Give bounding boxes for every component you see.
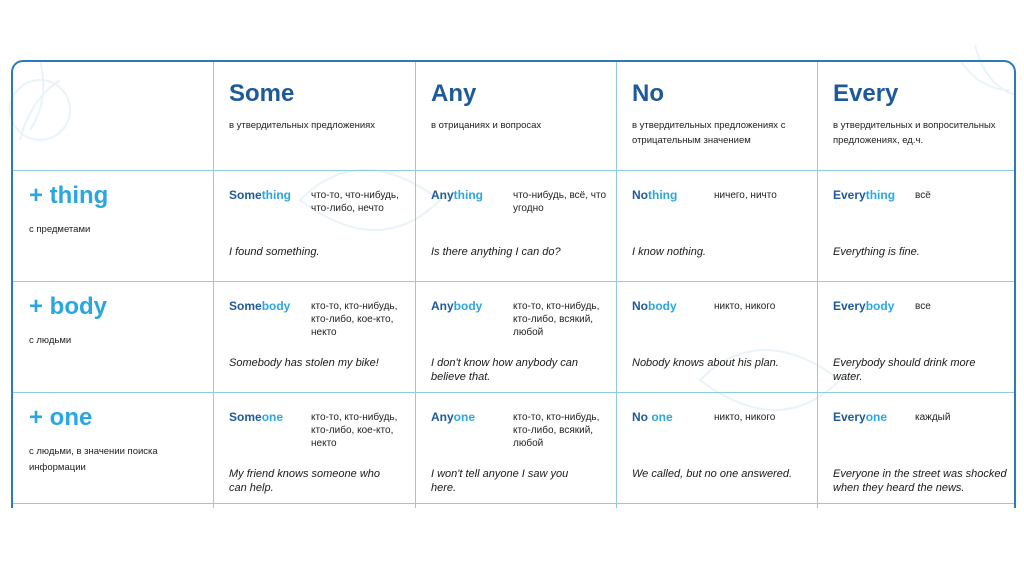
cell-nothing [616,170,817,281]
cell-no-one [616,392,817,503]
example: Everything is fine. [833,246,920,258]
pronoun-table [11,60,1016,508]
word: Nobody [632,299,677,313]
header-cell-every [817,62,1016,170]
header-cell-no [616,62,817,170]
translation: кто-то, кто-нибудь, кто-либо, кое-кто, некто [311,412,398,449]
example: Everybody should drink more water. [833,357,976,383]
translation: ничего, ничто [714,190,777,201]
column-subtitle: в утвердительных предложениях с отрицательным значением [632,120,786,146]
translation: кто-то, кто-нибудь, кто-либо, всякий, любой [513,301,600,338]
word: Something [229,188,292,202]
column-title: Every [833,80,899,107]
row-title: + body [29,293,108,320]
example: I found something. [229,246,320,258]
cell-nobody [616,281,817,392]
word: Everybody [833,299,895,313]
row-title: + one [29,404,93,431]
cell-someone [213,392,415,503]
example: Somebody has stolen my bike! [229,357,379,369]
example: We called, but no one answered. [632,468,793,480]
row-subtitle: с предметами [29,224,91,235]
translation: всё [915,190,931,201]
column-title: No [632,80,664,107]
header-cell-any [415,62,616,170]
word: Everything [833,188,896,202]
word: Anything [431,188,483,202]
example: I know nothing. [632,246,706,258]
example: I won't tell anyone I saw you here. [431,468,569,494]
row-subtitle: с людьми, в значении поиска информации [29,446,158,473]
column-subtitle: в отрицаниях и вопросах [431,120,542,131]
cell-something [213,170,415,281]
cell-somebody [213,281,415,392]
row-subtitle: с людьми [29,335,72,346]
translation: кто-то, кто-нибудь, кто-либо, всякий, любой [513,412,600,449]
word: Anyone [431,410,476,424]
example: Nobody knows about his plan. [632,357,779,369]
word: Everyone [833,410,888,424]
translation: кто-то, кто-нибудь, кто-либо, кое-кто, некто [311,301,398,338]
cell-anyone [415,392,616,503]
translation: все [915,301,931,312]
column-subtitle: в утвердительных и вопросительных предложениях, ед.ч. [833,120,996,146]
cell-everything [817,170,1016,281]
word: Somebody [229,299,291,313]
column-title: Any [431,80,477,107]
example: My friend knows someone who can help. [229,468,381,494]
row-header-body [13,281,213,392]
example: Everyone in the street was shocked when they heard the news. [833,468,1007,494]
column-subtitle: в утвердительных предложениях [229,120,376,131]
cell-everybody [817,281,1016,392]
translation: что-то, что-нибудь, что-либо, нечто [311,190,399,214]
translation: никто, никого [714,412,776,423]
word: No one [632,410,673,424]
cell-anybody [415,281,616,392]
cell-everyone [817,392,1016,503]
translation: каждый [915,412,951,423]
word: Nothing [632,188,678,202]
example: Is there anything I can do? [431,246,561,258]
translation: никто, никого [714,301,776,312]
word: Anybody [431,299,483,313]
cell-anything [415,170,616,281]
word: Someone [229,410,284,424]
row-header-one [13,392,213,503]
translation: что-нибудь, всё, что угодно [513,190,607,214]
header-cell-some [213,62,415,170]
row-title: + thing [29,182,109,209]
row-header-thing [13,170,213,281]
column-title: Some [229,80,295,107]
example: I don't know how anybody can believe that. [431,357,579,383]
